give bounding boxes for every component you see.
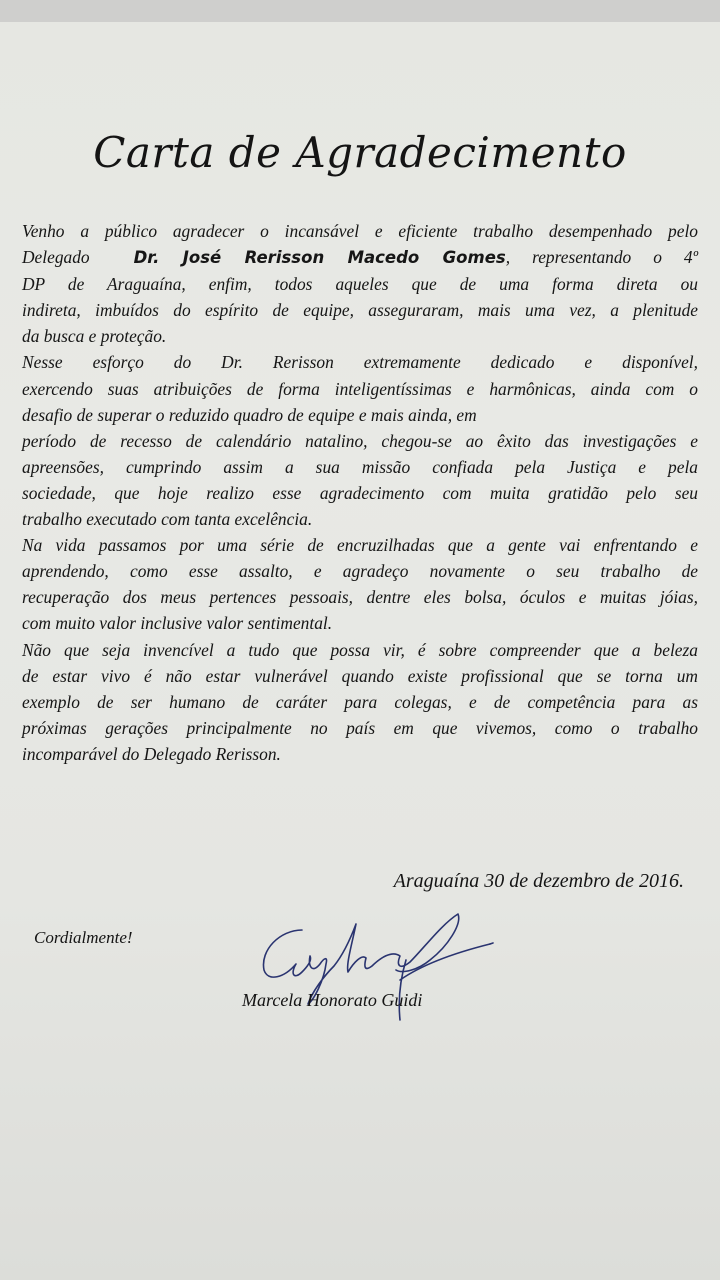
paragraph-4 bbox=[22, 637, 698, 767]
body-line: incomparável do Delegado Rerisson. bbox=[22, 743, 281, 764]
letter-title: Carta de Agradecimento bbox=[93, 128, 627, 177]
closing-salutation: Cordialmente! bbox=[34, 928, 133, 947]
body-line: sociedade, que hoje realizo esse agradecimento com muita gratidão pelo seu bbox=[22, 482, 698, 503]
body-line: Não que seja invencível a tudo que possa vir, é sobre compreender que a beleza bbox=[22, 639, 698, 660]
body-line: aprendendo, como esse assalto, e agradeço novamente o seu trabalho de bbox=[22, 561, 698, 582]
body-line: DP de Araguaína, enfim, todos aqueles que de uma forma direta ou bbox=[22, 274, 698, 295]
paragraph-1 bbox=[22, 218, 698, 349]
body-line: próximas gerações principalmente no país em que vivemos, como o trabalho bbox=[22, 717, 698, 738]
body-line: exemplo de ser humano de caráter para colegas, e de competência para as bbox=[22, 691, 698, 712]
paragraph-3 bbox=[22, 532, 698, 636]
date-place-line: Araguaína 30 de dezembro de 2016. bbox=[393, 870, 684, 892]
body-line: com muito valor inclusive valor sentimental. bbox=[22, 613, 333, 634]
handwritten-signature-icon bbox=[250, 900, 510, 1050]
body-line: de estar vivo é não estar vulnerável quando existe profissional que se torna um bbox=[22, 665, 698, 686]
body-text-fragment: Delegado bbox=[22, 247, 90, 268]
delegate-name: Dr. José Rerisson Macedo Gomes bbox=[133, 248, 506, 268]
body-line: desafio de superar o reduzido quadro de equipe e mais ainda, em bbox=[22, 404, 477, 425]
body-line: exercendo suas atribuições de forma inteligentíssimas e harmônicas, ainda com o bbox=[22, 378, 698, 399]
body-line: Nesse esforço do Dr. Rerisson extremamente dedicado e disponível, bbox=[22, 352, 698, 373]
body-line: Venho a público agradecer o incansável e eficiente trabalho desempenhado pelo bbox=[22, 221, 698, 241]
body-line: trabalho executado com tanta excelência. bbox=[22, 509, 313, 530]
letter-body bbox=[22, 218, 698, 767]
body-line: apreensões, cumprindo assim a sua missão confiada pela Justiça e pela bbox=[22, 456, 698, 477]
body-line-with-name bbox=[22, 244, 698, 271]
body-line: indireta, imbuídos do espírito de equipe, asseguraram, mais uma vez, a plenitude bbox=[22, 300, 698, 321]
paragraph-2 bbox=[22, 349, 698, 532]
body-line: Na vida passamos por uma série de encruzilhadas que a gente vai enfrentando e bbox=[22, 535, 698, 556]
body-line: recuperação dos meus pertences pessoais, dentre eles bolsa, óculos e muitas jóias, bbox=[22, 587, 698, 608]
body-text-fragment: , representando o 4º bbox=[505, 247, 698, 268]
body-line: período de recesso de calendário natalino, chegou-se ao êxito das investigações e bbox=[22, 430, 698, 451]
body-line: da busca e proteção. bbox=[22, 326, 167, 347]
signer-name: Marcela Honorato Guidi bbox=[242, 990, 423, 1010]
paper-top-edge bbox=[0, 0, 720, 22]
